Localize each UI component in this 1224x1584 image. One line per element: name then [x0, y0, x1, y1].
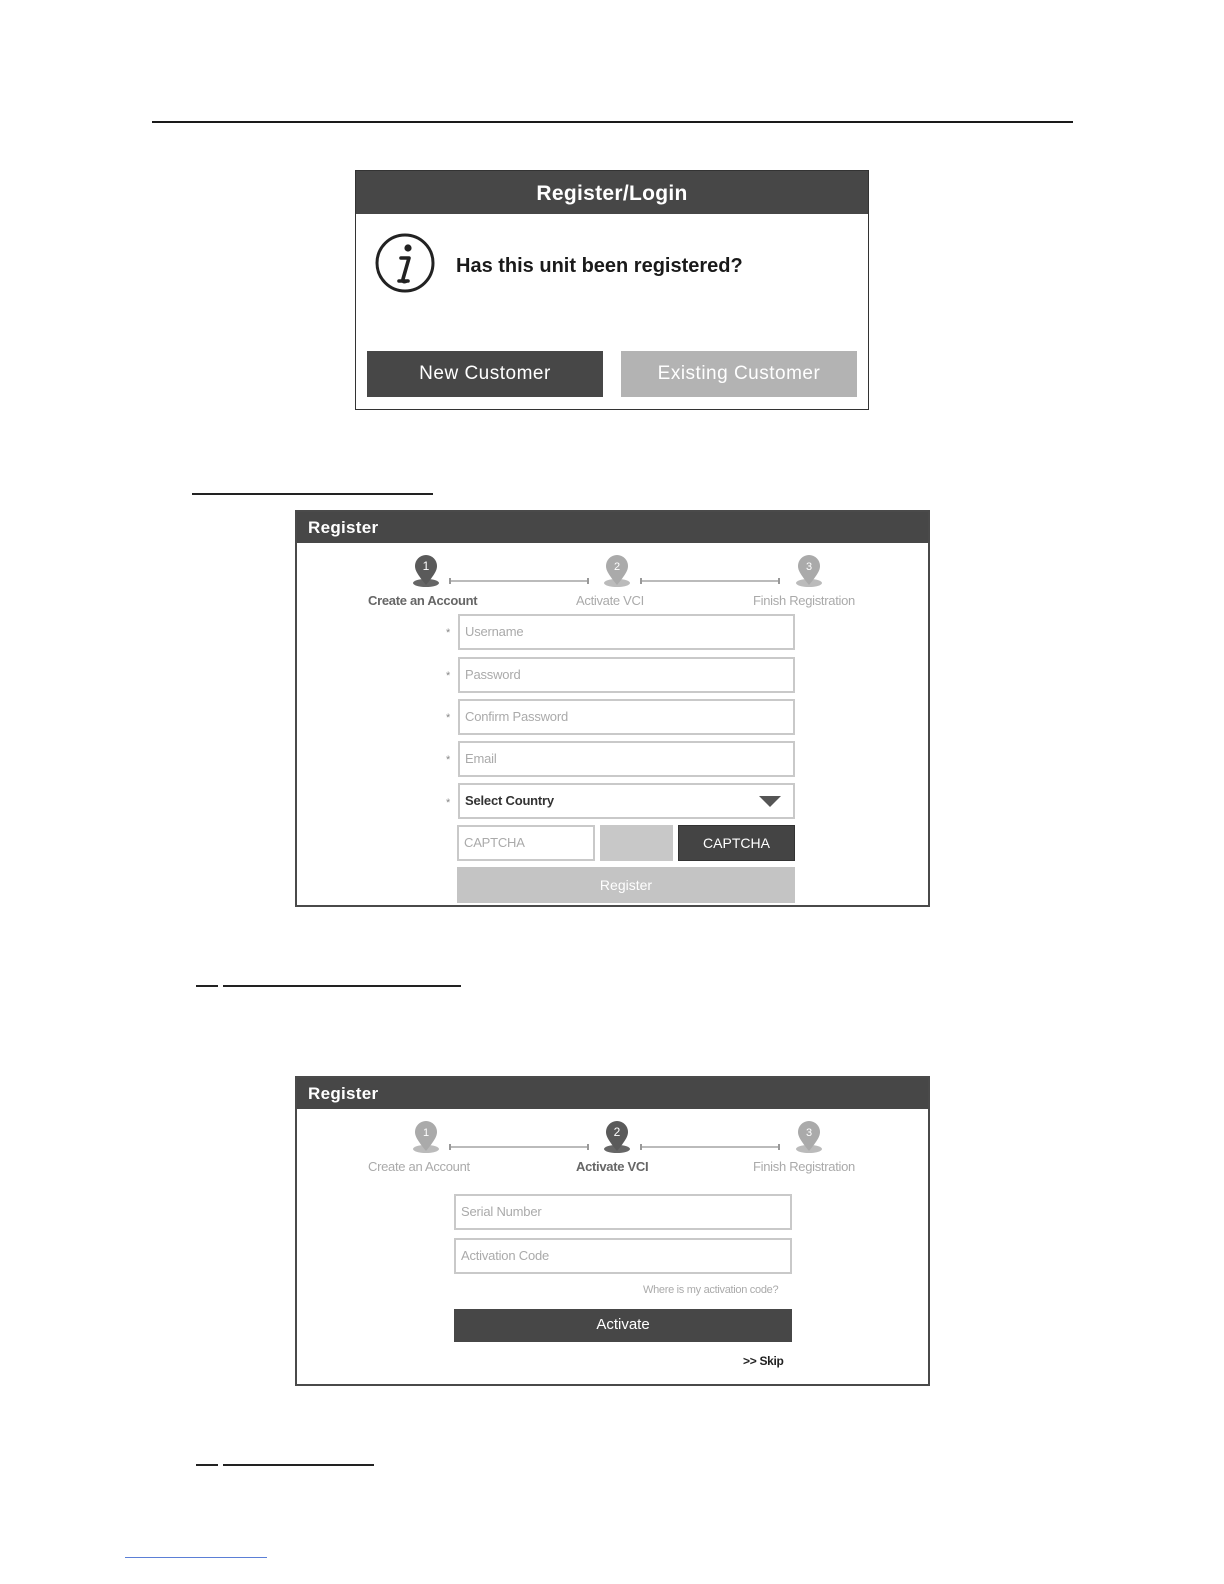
register-button[interactable]: Register [457, 867, 795, 903]
step-3-icon [794, 554, 824, 588]
register-login-dialog [355, 170, 869, 410]
info-icon [374, 231, 436, 295]
step-2-number: 2 [613, 561, 621, 573]
step-3-label: Finish Registration [753, 1159, 855, 1174]
step-connector [640, 580, 780, 582]
step-2-number: 2 [613, 1125, 621, 1139]
heading-underline [192, 493, 433, 495]
step-3-icon [794, 1120, 824, 1154]
triangle-down-icon [759, 796, 781, 807]
page-header-rule [152, 121, 1073, 123]
step-3-number: 3 [805, 561, 813, 573]
footnote-rule [125, 1557, 267, 1558]
captcha-input[interactable]: CAPTCHA [457, 825, 595, 861]
step-3-label: Finish Registration [753, 593, 855, 608]
heading-underline [196, 985, 218, 987]
step-1-icon [411, 1120, 441, 1154]
step-2-label: Activate VCI [576, 593, 644, 608]
step-2-icon [602, 1120, 632, 1154]
skip-link[interactable]: >> Skip [743, 1354, 784, 1368]
required-marker: * [446, 670, 451, 682]
step-connector [449, 1146, 589, 1148]
heading-underline [223, 985, 461, 987]
new-customer-button[interactable]: New Customer [367, 351, 603, 397]
step-2-icon [602, 554, 632, 588]
step-2-label: Activate VCI [576, 1159, 649, 1174]
required-marker: * [446, 712, 451, 724]
step-1-number: 1 [422, 1127, 430, 1139]
activate-panel [295, 1076, 930, 1386]
serial-number-input[interactable]: Serial Number [454, 1194, 792, 1230]
heading-underline [196, 1464, 218, 1466]
step-1-number: 1 [422, 559, 430, 573]
register-panel [295, 510, 930, 907]
panel-title: Register [297, 1078, 928, 1109]
country-select-value: Select Country [465, 793, 554, 808]
captcha-image [600, 825, 673, 861]
email-input[interactable]: Email [458, 741, 795, 777]
username-input[interactable]: Username [458, 614, 795, 650]
required-marker: * [446, 627, 451, 639]
panel-title: Register [297, 512, 928, 543]
country-select[interactable] [458, 783, 795, 819]
dialog-title: Register/Login [356, 171, 868, 214]
step-connector [640, 1146, 780, 1148]
password-input[interactable]: Password [458, 657, 795, 693]
existing-customer-button[interactable]: Existing Customer [621, 351, 857, 397]
step-1-icon [411, 554, 441, 588]
activate-button[interactable]: Activate [454, 1309, 792, 1342]
heading-underline [223, 1464, 374, 1466]
step-1-label: Create an Account [368, 1159, 470, 1174]
activation-code-help-link[interactable]: Where is my activation code? [643, 1284, 779, 1296]
step-connector [449, 580, 589, 582]
captcha-button[interactable]: CAPTCHA [678, 825, 795, 861]
step-3-number: 3 [805, 1127, 813, 1139]
required-marker: * [446, 797, 451, 809]
activation-code-input[interactable]: Activation Code [454, 1238, 792, 1274]
required-marker: * [446, 754, 451, 766]
step-1-label: Create an Account [368, 593, 478, 608]
dialog-question: Has this unit been registered? [456, 255, 743, 277]
confirm-password-input[interactable]: Confirm Password [458, 699, 795, 735]
